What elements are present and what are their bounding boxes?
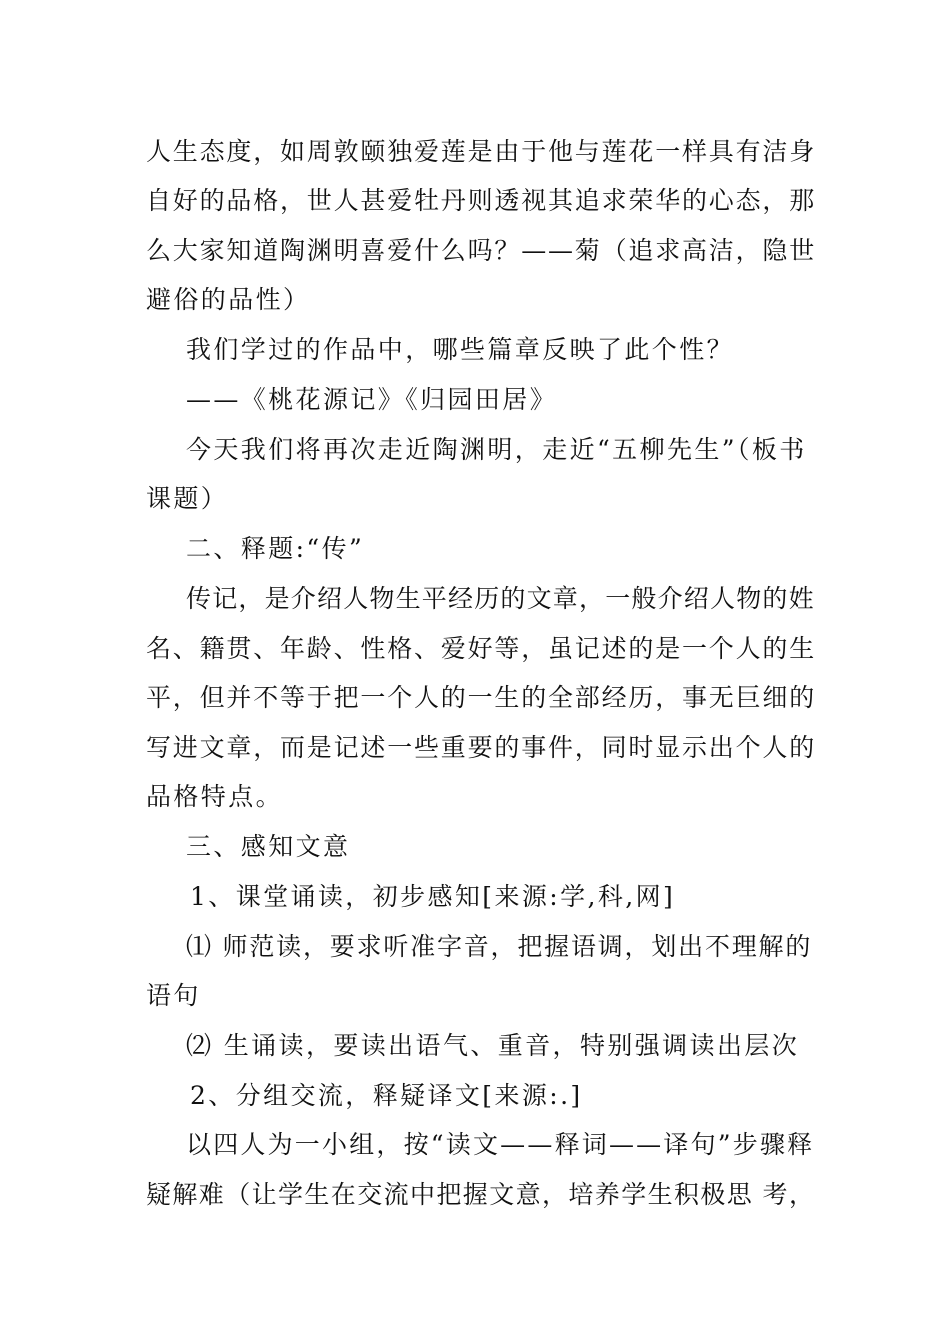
paragraph-line: 疑解难（让学生在交流中把握文意，培养学生积极思 考，	[146, 1180, 816, 1209]
paragraph-line: 课题）	[146, 484, 229, 513]
paragraph-line: 名、籍贯、年龄、性格、爱好等，虽记述的是一个人的生	[146, 634, 817, 663]
section-heading: 二、释题:“传”	[186, 534, 365, 563]
section-heading: 三、感知文意	[186, 832, 351, 861]
list-item: ⑵ 生诵读，要读出语气、重音，特别强调读出层次	[186, 1031, 800, 1060]
paragraph-line: 以四人为一小组，按“读文——释词——译句”步骤释	[186, 1130, 815, 1159]
paragraph-line: 语句	[146, 981, 201, 1010]
paragraph-line: 人生态度，如周敦颐独爱莲是由于他与莲花一样具有洁身	[146, 137, 817, 166]
paragraph-line: 自好的品格，世人甚爱牡丹则透视其追求荣华的心态，那	[146, 186, 817, 215]
paragraph-line: 今天我们将再次走近陶渊明，走近“五柳先生”（板书	[186, 435, 807, 464]
paragraph-line: 么大家知道陶渊明喜爱什么吗？——菊（追求高洁，隐世	[146, 236, 817, 265]
paragraph-line: 平，但并不等于把一个人的一生的全部经历，事无巨细的	[146, 683, 817, 712]
paragraph-line: 传记，是介绍人物生平经历的文章，一般介绍人物的姓	[186, 584, 815, 613]
answer-line: ——《桃花源记》《归园田居》	[186, 385, 558, 414]
paragraph-line: 品格特点。	[146, 782, 284, 811]
list-item: ⑴ 师范读，要求听准字音，把握语调，划出不理解的	[186, 932, 813, 961]
question-line: 我们学过的作品中，哪些篇章反映了此个性？	[186, 335, 735, 364]
paragraph-line: 写进文章，而是记述一些重要的事件，同时显示出个人的	[146, 733, 817, 762]
subsection-heading: 1、课堂诵读，初步感知[来源:学,科,网]	[190, 882, 676, 911]
subsection-heading: 2、分组交流，释疑译文[来源:.]	[190, 1081, 583, 1110]
paragraph-line: 避俗的品性）	[146, 285, 311, 314]
